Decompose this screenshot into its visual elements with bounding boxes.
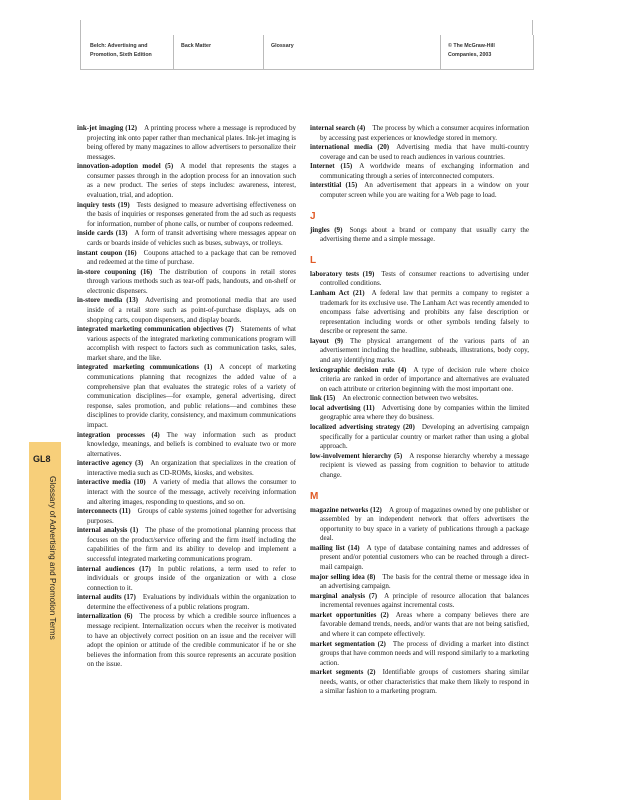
glossary-entry xyxy=(310,640,529,669)
glossary-entry xyxy=(310,289,529,337)
glossary-entry xyxy=(310,143,529,162)
glossary-term: in-store media (13) xyxy=(77,296,139,305)
glossary-definition: A variety of media that allows the consumer to interact with the source of the message, actively receiving information and altering images, responding to questions, and so on. xyxy=(87,478,296,506)
glossary-term: market opportunities (2) xyxy=(310,610,389,619)
section-letter: M xyxy=(310,490,319,502)
glossary-term: marginal analysis (7) xyxy=(310,591,378,600)
glossary-entry xyxy=(310,366,529,395)
glossary-definition: A principle of resource allocation that balances incremental revenues against incremental costs. xyxy=(320,591,529,610)
sidebar-title xyxy=(45,476,58,736)
glossary-term: internal search (4) xyxy=(310,124,366,132)
header-chapter: Glossary xyxy=(271,43,294,49)
section-letter: J xyxy=(310,210,316,222)
glossary-definition: Tests designed to measure advertising effectiveness on the basis of inquiries or responses generated from the ad such as requests for information, number of phone calls, or number of coupons redeemed. xyxy=(87,200,296,228)
glossary-entry xyxy=(310,162,529,181)
glossary-term: internal audits (17) xyxy=(77,593,136,602)
glossary-entry xyxy=(310,423,529,452)
glossary-term: inside cards (13) xyxy=(77,229,128,238)
glossary-term: market segments (2) xyxy=(310,668,376,677)
glossary-entry xyxy=(77,431,296,460)
glossary-entry xyxy=(77,296,296,325)
glossary-term: localized advertising strategy (20) xyxy=(310,423,415,432)
glossary-definition: Tests of consumer reactions to advertising under controlled conditions. xyxy=(320,269,529,288)
glossary-term: internal audiences (17) xyxy=(77,564,151,573)
glossary-term: integrated marketing communications (1) xyxy=(77,363,213,372)
header-copyright xyxy=(448,42,495,60)
running-header xyxy=(80,35,534,70)
glossary-entry xyxy=(310,226,529,245)
glossary-term: innovation-adoption model (5) xyxy=(77,162,174,171)
glossary-definition: The way information such as product knowledge, meanings, and beliefs is combined to evaluate two or more alternatives. xyxy=(87,430,296,458)
glossary-definition: The physical arrangement of the various parts of an advertisement including the headline, subheads, illustrations, body copy, and any identifying marks. xyxy=(320,336,529,364)
glossary-definition: A type of database containing names and addresses of present and/or potential customers who can be reached through a direct-mail campaign. xyxy=(320,543,529,571)
glossary-column-right xyxy=(310,124,529,697)
glossary-entry xyxy=(310,668,529,697)
glossary-definition: Developing an advertising campaign specifically for a particular country or market rather than using a global approach. xyxy=(320,423,529,451)
glossary-entry xyxy=(77,325,296,363)
glossary-term: instant coupon (16) xyxy=(77,248,137,257)
glossary-term: ink-jet imaging (12) xyxy=(77,124,138,132)
glossary-definition: In public relations, a term used to refer to individuals or groups inside of the organization or with a close connection to it. xyxy=(87,564,296,592)
glossary-entry xyxy=(310,506,529,544)
glossary-entry xyxy=(310,337,529,366)
glossary-definition: A model that represents the stages a consumer passes through in the adoption process for an innovation such as a new product. The series of steps includes: awareness, interest, evaluation, trial, and adoption. xyxy=(87,162,296,200)
glossary-term: link (15) xyxy=(310,394,336,403)
glossary-definition: Groups of cable systems joined together for advertising purposes. xyxy=(87,507,296,525)
glossary-entry xyxy=(77,612,296,669)
glossary-entry xyxy=(310,124,529,143)
glossary-definition: Coupons attached to a package that can be removed and redeemed at the time of purchase. xyxy=(87,248,297,267)
glossary-definition: The process by which a credible source influences a message recipient. Internalization occurs when the receiver is motivated to have an objectively correct position on an issue and the receiver will adopt the opinion or attitude of the credible communicator if he or she believes the information from this source represents an accurate position on the issue. xyxy=(87,612,296,669)
glossary-term: local advertising (11) xyxy=(310,403,375,412)
glossary-definition: Advertising done by companies within the limited geographic area where they do business. xyxy=(320,403,529,422)
header-copyright-line2: Companies, 2003 xyxy=(448,52,492,58)
glossary-term: jingles (9) xyxy=(310,225,343,234)
header-book-line1: Belch: Advertising and xyxy=(90,43,148,49)
glossary-entry xyxy=(77,459,296,478)
glossary-definition: Songs about a brand or company that usually carry the advertising theme and a simple message. xyxy=(320,225,529,244)
glossary-term: integrated marketing communication objectives (7) xyxy=(77,325,234,334)
glossary-definition: The phase of the promotional planning process that focuses on the product/service offering and the firm itself including the capabilities of the firm and its ability to develop and implement a successful integrated marketing communications program. xyxy=(87,526,296,564)
glossary-entry xyxy=(310,611,529,640)
glossary-entry xyxy=(77,162,296,200)
header-copyright-line1: © The McGraw-Hill xyxy=(448,43,495,49)
glossary-term: magazine networks (12) xyxy=(310,505,382,514)
glossary-definition: A printing process where a message is reproduced by projecting ink onto paper rather than mechanical plates. Ink-jet imaging is being offered by many magazines to allow advertisers to personalize their messages. xyxy=(87,124,296,161)
glossary-term: market segmentation (2) xyxy=(310,639,386,648)
header-separator xyxy=(173,35,174,69)
glossary-definition: A response hierarchy whereby a message recipient is viewed as passing from cognition to behavior to attitude change. xyxy=(320,451,529,479)
page-number: GL8 xyxy=(33,454,51,464)
glossary-definition: A worldwide means of exchanging information and communicating through a series of interconnected computers. xyxy=(320,162,529,180)
glossary-definition: The basis for the central theme or message idea in an advertising campaign. xyxy=(320,572,529,591)
glossary-definition: The process of dividing a market into distinct groups that have common needs and will respond similarly to a marketing action. xyxy=(320,639,529,667)
glossary-term: mailing list (14) xyxy=(310,543,360,552)
header-rule-right xyxy=(532,20,533,35)
header-rule-left xyxy=(80,20,81,35)
header-book xyxy=(90,42,152,60)
glossary-entry xyxy=(310,404,529,423)
glossary-entry xyxy=(77,593,296,612)
glossary-entry xyxy=(310,270,529,289)
glossary-entry xyxy=(77,124,296,162)
glossary-term: internalization (6) xyxy=(77,612,133,621)
glossary-entry xyxy=(77,507,296,526)
glossary-definition: An organization that specializes in the creation of interactive media such as CD-ROMs, kiosks, and websites. xyxy=(87,459,296,477)
glossary-definition: A federal law that permits a company to register a trademark for its exclusive use. The Lanham Act was recently amended to encompass false advertising and prohibits any false description or representation including words or other symbols tending falsely to describe or represent the same. xyxy=(320,288,529,336)
glossary-term: Lanham Act (21) xyxy=(310,288,365,297)
glossary-definition: Evaluations by individuals within the organization to determine the effectiveness of a public relations program. xyxy=(87,593,296,611)
glossary-definition: Advertising and promotional media that are used inside of a retail store such as point-of-purchase displays, ads on shopping carts, coupon dispensers, and display boards. xyxy=(87,296,296,324)
sidebar-title-text: Glossary of Advertising and Promotion Terms xyxy=(48,476,57,640)
glossary-entry xyxy=(77,363,296,430)
glossary-term: low-involvement hierarchy (5) xyxy=(310,451,403,460)
header-separator xyxy=(263,35,264,69)
glossary-term: international media (20) xyxy=(310,143,390,152)
glossary-term: in-store couponing (16) xyxy=(77,267,153,276)
section-letter: L xyxy=(310,254,317,266)
glossary-definition: Identifiable groups of customers sharing similar needs, wants, or other characteristics that make them likely to respond in a similar fashion to a marketing program. xyxy=(320,668,529,696)
glossary-definition: Advertising media that have multi-country coverage and can be used to reach audiences in various countries. xyxy=(320,143,529,161)
glossary-term: Internet (15) xyxy=(310,162,353,171)
glossary-entry xyxy=(310,592,529,611)
glossary-entry xyxy=(77,526,296,564)
glossary-entry xyxy=(310,573,529,592)
glossary-entry xyxy=(77,565,296,594)
glossary-entry xyxy=(77,478,296,507)
glossary-term: major selling idea (8) xyxy=(310,572,376,581)
glossary-entry xyxy=(310,544,529,573)
glossary-definition: Statements of what various aspects of the integrated marketing communications program will accomplish with respect to factors such as communication tasks, sales, market share, and the like. xyxy=(87,325,297,362)
glossary-definition: The process by which a consumer acquires information by accessing past experiences or knowledge stored in memory. xyxy=(320,124,529,142)
glossary-definition: A concept of marketing communications planning that recognizes the added value of a comprehensive plan that evaluates the strategic roles of a variety of communication disciplines—for example, general advertising, direct response, sales promotion, and public relations—and combines these disciplines to provide clarity, consistency, and maximum communications impact. xyxy=(87,363,296,429)
glossary-definition: Areas where a company believes there are favorable demand trends, needs, and/or wants that are not being satisfied, and where it can compete effectively. xyxy=(320,610,529,639)
glossary-definition: The distribution of coupons in retail stores through various methods such as tear-off pads, handouts, and on-shelf or electronic dispensers. xyxy=(87,267,296,295)
glossary-term: internal analysis (1) xyxy=(77,526,139,535)
glossary-entry xyxy=(77,201,296,230)
glossary-definition: A form of transit advertising where messages appear on cards or boards inside of vehicles such as buses, subways, or trolleys. xyxy=(87,229,296,247)
glossary-term: lexicographic decision rule (4) xyxy=(310,365,407,374)
glossary-term: interactive media (10) xyxy=(77,478,146,487)
glossary-term: laboratory tests (19) xyxy=(310,269,375,278)
glossary-definition: An electronic connection between two websites. xyxy=(342,394,479,403)
header-book-line2: Promotion, Sixth Edition xyxy=(90,52,152,58)
glossary-term: layout (9) xyxy=(310,336,343,345)
glossary-term: interconnects (11) xyxy=(77,507,131,516)
glossary-entry xyxy=(77,249,296,268)
glossary-definition: A group of magazines owned by one publisher or assembled by an independent network that offers advertisers the opportunity to buy space in a variety of publications through a package deal. xyxy=(320,505,529,543)
glossary-entry xyxy=(310,181,529,200)
glossary-term: inquiry tests (19) xyxy=(77,200,130,209)
glossary-entry xyxy=(310,452,529,481)
glossary-column-left xyxy=(77,124,296,670)
glossary-entry xyxy=(77,229,296,248)
glossary-term: interactive agency (3) xyxy=(77,459,144,468)
glossary-term: integration processes (4) xyxy=(77,430,160,439)
header-section: Back Matter xyxy=(181,43,212,49)
glossary-definition: A type of decision rule where choice criteria are ranked in order of importance and alternatives are evaluated on each attribute or criterion beginning with the most important one. xyxy=(320,365,529,393)
glossary-entry xyxy=(77,268,296,297)
glossary-entry xyxy=(310,394,529,404)
glossary-definition: An advertisement that appears in a window on your computer screen while you are waiting for a Web page to load. xyxy=(320,181,529,200)
glossary-term: interstitial (15) xyxy=(310,181,358,190)
header-separator xyxy=(440,35,441,69)
